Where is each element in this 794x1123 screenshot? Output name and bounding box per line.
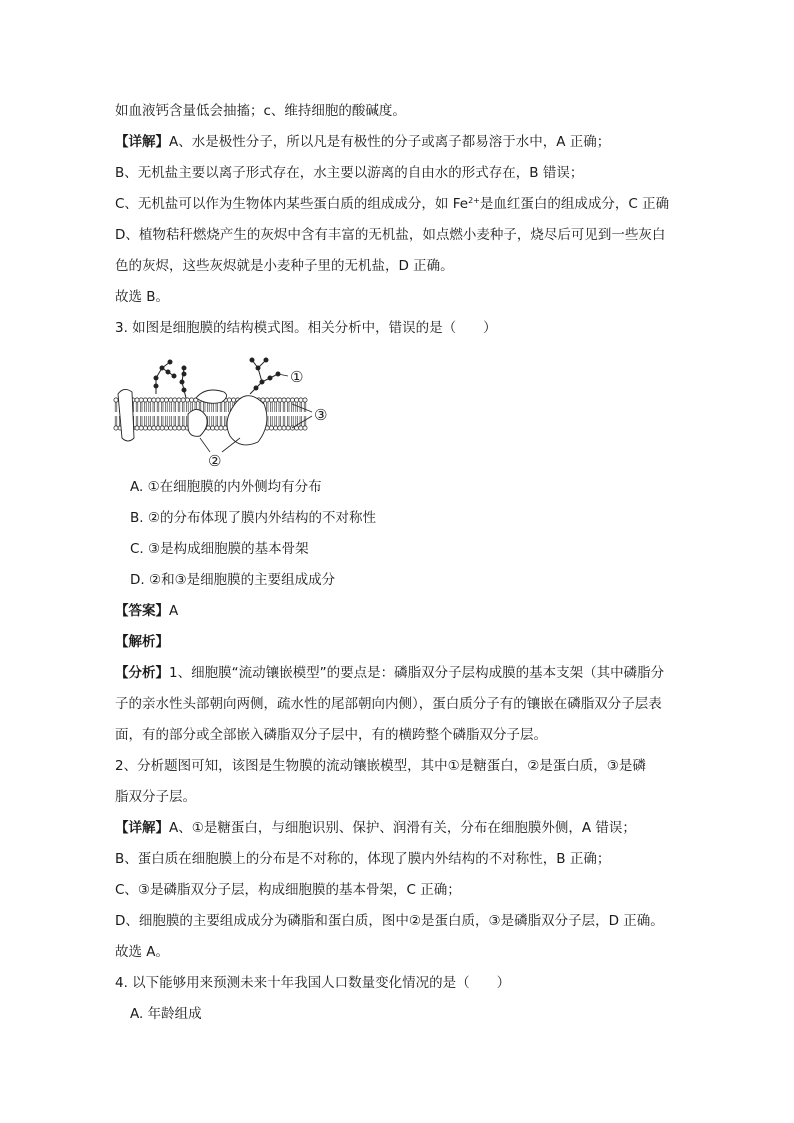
label-1: ① [290,368,304,386]
transmembrane-protein [118,389,134,441]
cell-membrane-figure [112,354,352,472]
label-2: ② [208,452,222,470]
question-4-stem: 4. 以下能够用来预测未来十年我国人口数量变化情况的是（ ） [115,975,511,991]
superscript: 2+ [468,196,480,205]
text-line: D、植物秸秆燃烧产生的灰烬中含有丰富的无机盐，如点燃小麦种子，烧尽后可见到一些灰白 [115,227,666,243]
option-d: D. ②和③是细胞膜的主要组成成分 [130,572,336,588]
section-tag-detail: 【详解】 [115,820,169,836]
option-c: C. ③是构成细胞膜的基本骨架 [130,541,309,557]
text-line: 故选 A。 [115,944,170,960]
answer-value: A [169,603,179,619]
section-tag-detail: 【详解】 [115,134,169,150]
text-line: 面，有的部分或全部嵌入磷脂双分子层中，有的横跨整个磷脂双分子层。 [115,727,547,743]
question-3-stem: 3. 如图是细胞膜的结构模式图。相关分析中，错误的是（ ） [115,320,497,336]
text-line: 2、分析题图可知，该图是生物膜的流动镶嵌模型，其中①是糖蛋白，②是蛋白质，③是磷 [115,758,646,774]
text-span: A、水是极性分子，所以凡是有极性的分子或离子都易溶于水中，A 正确； [169,134,611,150]
label-3: ③ [314,406,328,424]
option-b: B. ②的分布体现了膜内外结构的不对称性 [130,510,376,526]
phospholipid-heads-bottom [114,426,307,430]
text-span: 是血红蛋白的组成成分，C 正确 [479,196,670,212]
text-line: 脂双分子层。 [115,789,196,805]
section-tag-analysis: 【解析】 [115,634,169,650]
embedded-protein [188,409,207,436]
text-line: D、细胞膜的主要组成成分为磷脂和蛋白质，图中②是蛋白质，③是磷脂双分子层，D 正确。 [115,913,664,929]
text-line [115,194,669,214]
text-line [115,132,610,152]
text-line: C、③是磷脂双分子层，构成细胞膜的基本骨架，C 正确； [115,882,461,898]
text-line: B、蛋白质在细胞膜上的分布是不对称的，体现了膜内外结构的不对称性，B 正确； [115,851,611,867]
text-line: 如血液钙含量低会抽搐；c、维持细胞的酸碱度。 [115,103,406,119]
text-line [115,663,664,683]
section-tag-fenxi: 【分析】 [115,665,169,681]
text-span: C、无机盐可以作为生物体内某些蛋白质的组成成分，如 Fe [115,196,469,212]
text-line: 色的灰烬，这些灰烬就是小麦种子里的无机盐，D 正确。 [115,258,454,274]
option-a: A. ①在细胞膜的内外侧均有分布 [130,479,322,495]
q4-option-a: A. 年龄组成 [130,1006,202,1022]
text-span: 1、细胞膜“流动镶嵌模型”的要点是：磷脂双分子层构成膜的基本支架（其中磷脂分 [169,665,665,681]
phospholipid-tails [115,402,306,426]
text-line: 故选 B。 [115,289,170,305]
text-line: 子的亲水性头部朝向两侧，疏水性的尾部朝向内侧），蛋白质分子有的镶嵌在磷脂双分子层表 [115,696,662,712]
text-line: B、无机盐主要以离子形式存在，水主要以游离的自由水的形式存在，B 错误； [115,165,584,181]
answer-line [115,601,178,621]
text-span: A、①是糖蛋白，与细胞识别、保护、润滑有关，分布在细胞膜外侧，A 错误； [169,820,636,836]
section-tag-answer: 【答案】 [115,603,169,619]
text-line [115,818,636,838]
